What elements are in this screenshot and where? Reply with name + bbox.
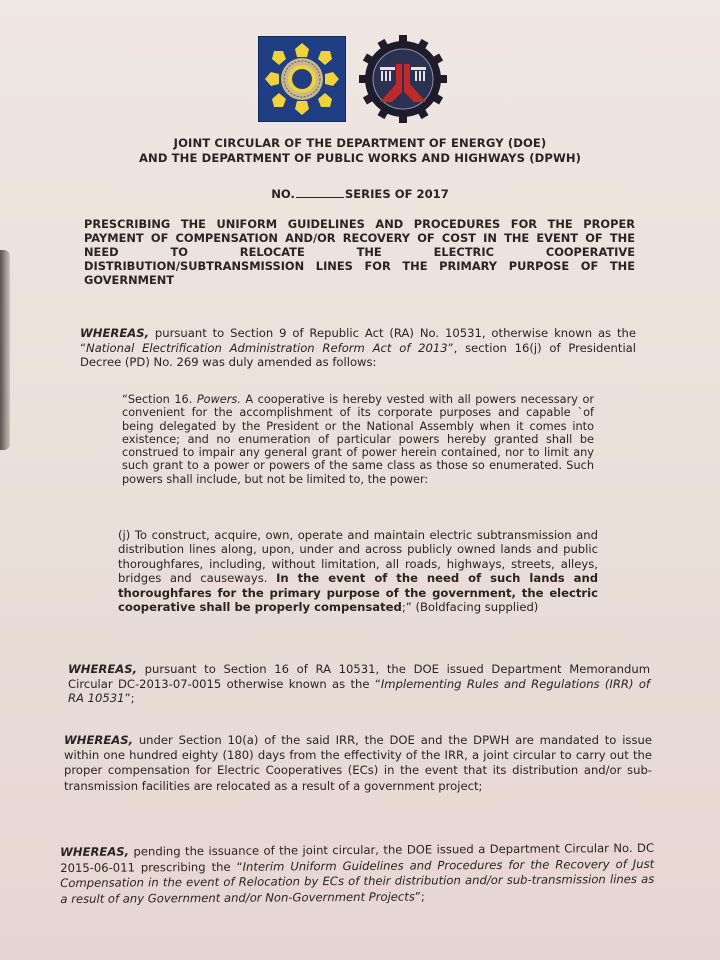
- title-line-1: JOINT CIRCULAR OF THE DEPARTMENT OF ENERGY (DOE): [173, 136, 547, 150]
- subject-line-4: DISTRIBUTION/SUBTRANSMISSION LINES FOR THE PRIMARY PURPOSE OF THE: [84, 259, 635, 273]
- whereas-clause-1: WHEREAS, pursuant to Section 9 of Republic Act (RA) No. 10531, otherwise known as the “National Electrification Administration Reform Act of 2013”, section 16(j) of Presidential Decree (PD) No. 269 was duly amended as follows:: [80, 326, 636, 370]
- doe-seal-icon: [258, 36, 346, 122]
- circular-number: [0, 187, 720, 201]
- quoted-section-16: “Section 16. Powers. A cooperative is hereby vested with all powers necessary or convenient for the accomplishment of its corporate purposes and capable `of being delegated by the President or the National Assembly when it comes into existence; and no enumeration of particular powers hereby granted shall be construed to impair any general grant of power herein contained, nor to limit any such grant to a power or powers of the same class as those so enumerated. Such powers shall include, but not be limited to, the power:: [122, 393, 594, 486]
- whereas-clause-4: WHEREAS, pending the issuance of the joint circular, the DOE issued a Department Circular No. DC 2015-06-011 prescribing the “Interim Uniform Guidelines and Procedures for the Recovery of Just Compensation in the event of Relocation by ECs of their distribution and/or sub-transmission lines as a result of any Government and/or Non-Government Projects”;: [60, 840, 655, 906]
- subject-line-5: GOVERNMENT: [84, 273, 175, 287]
- header-logos: [258, 36, 458, 120]
- whereas-lead: WHEREAS,: [68, 662, 137, 676]
- number-label: NO.: [271, 187, 295, 201]
- act-title: National Electrification Administration Reform Act of 2013: [86, 340, 448, 355]
- subject-line-1: PRESCRIBING THE UNIFORM GUIDELINES AND PROCEDURES FOR THE PROPER: [84, 217, 635, 231]
- number-blank: [296, 187, 344, 198]
- page-edge-shadow: [0, 250, 10, 450]
- quoted-power-j: (j) To construct, acquire, own, operate and maintain electric subtransmission and distribution lines along, upon, under and across publicly owned lands and public thoroughfares, including, without limitation, all roads, highways, streets, alleys, bridges and causeways. In the event of the need of such lands and thoroughfares for the primary purpose of the government, the electric cooperative shall be properly compensated;” (Boldfacing supplied): [118, 528, 599, 615]
- dpwh-seal-icon: [358, 34, 448, 124]
- whereas-clause-2: WHEREAS, pursuant to Section 16 of RA 10531, the DOE issued Department Memorandum Circular DC-2013-07-0015 otherwise known as the “Implementing Rules and Regulations (IRR) of RA 10531”;: [68, 662, 650, 706]
- whereas-lead: WHEREAS,: [60, 844, 130, 859]
- whereas-lead: WHEREAS,: [80, 326, 149, 340]
- subject-line-2: PAYMENT OF COMPENSATION AND/OR RECOVERY OF COST IN THE EVENT OF THE: [84, 231, 635, 245]
- title-line-2: AND THE DEPARTMENT OF PUBLIC WORKS AND HIGHWAYS (DPWH): [138, 151, 582, 165]
- series-label: SERIES OF 2017: [344, 187, 449, 201]
- whereas-lead: WHEREAS,: [64, 733, 133, 747]
- document-title: [0, 136, 720, 166]
- subject-heading: [84, 217, 635, 287]
- whereas-clause-3: WHEREAS, under Section 10(a) of the said IRR, the DOE and the DPWH are mandated to issue within one hundred eighty (180) days from the effectivity of the IRR, a joint circular to carry out the proper compensation for Electric Cooperatives (ECs) in the event that its distribution and/or sub-transmission facilities are relocated as a result of a government project;: [64, 733, 652, 793]
- subject-line-3: NEED TO RELOCATE THE ELECTRIC COOPERATIVE: [84, 245, 635, 259]
- emphasized-text: In the event of the need of such lands and thoroughfares for the primary purpose of the government, the electric cooperative shall be properly compensated: [118, 571, 599, 615]
